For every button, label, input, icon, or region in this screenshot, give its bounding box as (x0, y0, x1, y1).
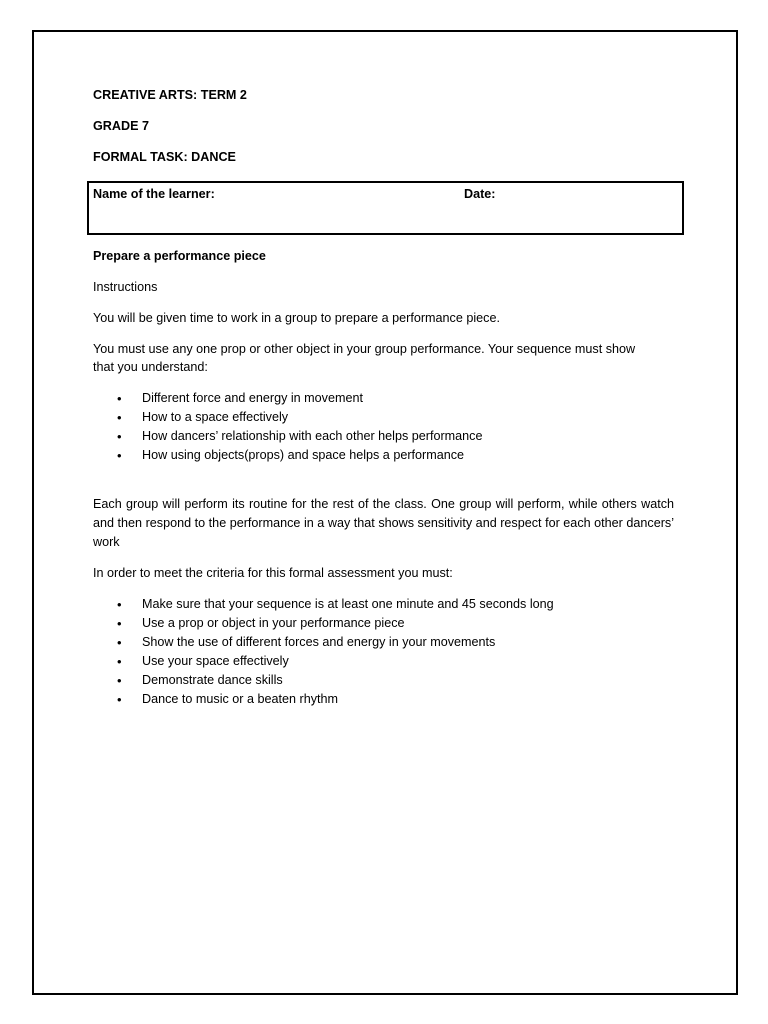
list-item: • Use your space effectively (117, 654, 289, 669)
learner-info-box (87, 181, 684, 235)
bullet-icon: • (117, 635, 122, 650)
bullet-icon: • (117, 692, 122, 707)
list-item: • How to a space effectively (117, 410, 289, 425)
grade-title: GRADE 7 (93, 119, 149, 133)
list-item: • Dance to music or a beaten rhythm (117, 692, 338, 707)
instructions-label: Instructions (93, 280, 158, 294)
task-title: FORMAL TASK: DANCE (93, 150, 236, 164)
criteria-list (93, 595, 554, 709)
list-item: • Different force and energy in movement (117, 391, 363, 406)
paragraph-2-line-2: that you understand: (93, 360, 208, 374)
paragraph-1: You will be given time to work in a group to prepare a performance piece. (93, 311, 500, 325)
list-item: • Make sure that your sequence is at least one minute and 45 seconds long (117, 597, 554, 612)
bullet-icon: • (117, 616, 122, 631)
bullet-icon: • (117, 448, 122, 463)
bullet-icon: • (117, 429, 122, 444)
section-heading: Prepare a performance piece (93, 249, 266, 263)
list-item: • Use a prop or object in your performance piece (117, 616, 405, 631)
list-item: • Demonstrate dance skills (117, 673, 283, 688)
bullet-icon: • (117, 597, 122, 612)
bullet-icon: • (117, 673, 122, 688)
list-item: • Show the use of different forces and energy in your movements (117, 635, 496, 650)
bullet-icon: • (117, 391, 122, 406)
date-label: Date: (464, 187, 496, 201)
subject-title: CREATIVE ARTS: TERM 2 (93, 88, 247, 102)
paragraph-3: Each group will perform its routine for the rest of the class. One group will perform, while others watch and then respond to the performance in a way that shows sensitivity and respect for each other dancers’ work (93, 497, 674, 549)
paragraph-4: In order to meet the criteria for this formal assessment you must: (93, 566, 453, 580)
bullet-icon: • (117, 654, 122, 669)
paragraph-2-line-1: You must use any one prop or other object in your group performance. Your sequence must show (93, 342, 636, 356)
name-of-learner-label: Name of the learner: (93, 187, 215, 201)
bullet-icon: • (117, 410, 122, 425)
list-item: • How dancers’ relationship with each other helps performance (117, 429, 483, 444)
list-item: • How using objects(props) and space helps a performance (117, 448, 465, 463)
understand-list (93, 389, 482, 465)
